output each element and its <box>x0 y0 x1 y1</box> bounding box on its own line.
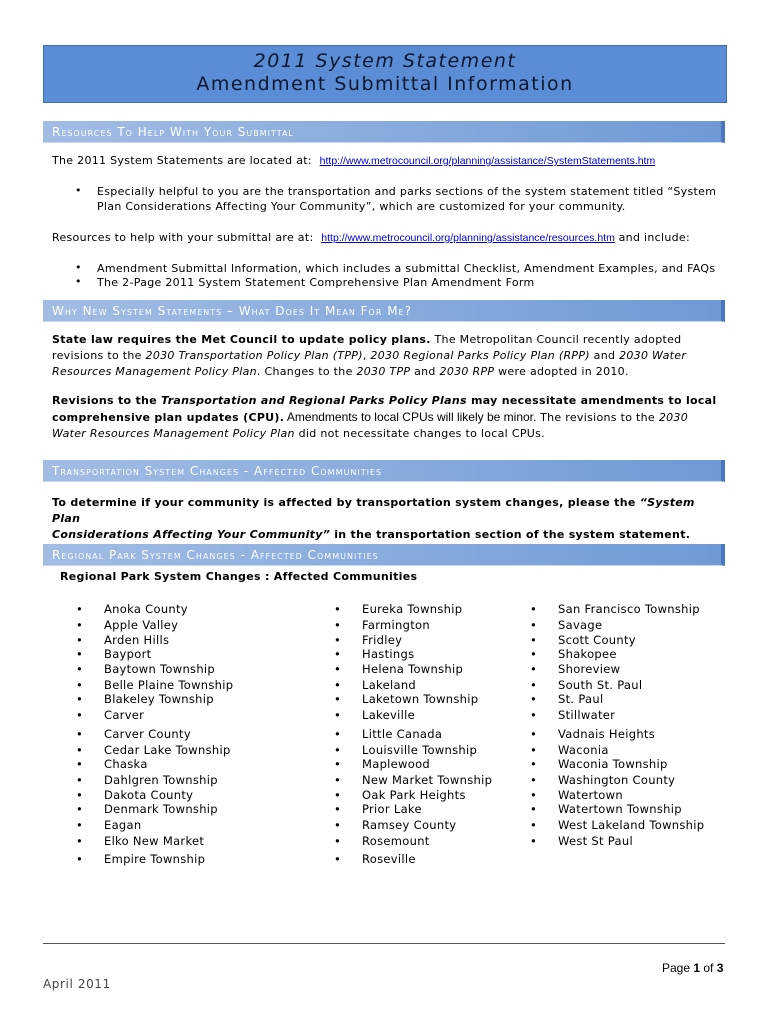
community-item <box>76 802 218 817</box>
community-name: Louisville Township <box>362 742 478 757</box>
bullet-dot: • <box>334 851 342 866</box>
community-name: San Francisco Township <box>558 602 700 616</box>
community-item <box>334 757 430 772</box>
bullet-two-page-form: The 2-Page 2011 System Statement Comprehensive Plan Amendment Form <box>97 276 535 289</box>
community-item <box>530 618 602 633</box>
bullet-dot: • <box>530 618 538 632</box>
paragraph-revisions <box>52 393 722 442</box>
community-name: Watertown <box>558 787 623 802</box>
bullet-dot: • <box>76 818 84 832</box>
p2-text: The revisions to the <box>536 411 659 424</box>
bullet-dot: • <box>76 773 84 787</box>
community-name: South St. Paul <box>558 677 643 692</box>
community-name: Carver <box>104 708 145 722</box>
p1-text: were adopted in 2010. <box>494 365 629 378</box>
bullet-dot: • <box>76 618 84 632</box>
community-item <box>530 802 682 817</box>
community-name: Carver County <box>104 726 191 741</box>
community-name: Waconia Township <box>558 757 668 771</box>
community-name: Baytown Township <box>104 661 216 676</box>
community-item <box>530 757 668 772</box>
community-item <box>334 818 456 833</box>
bullet-dot: • <box>530 661 538 676</box>
community-name: Prior Lake <box>362 802 422 816</box>
transport-text: To determine if your community is affected by transportation system changes, please the <box>52 496 640 509</box>
community-name: Apple Valley <box>104 618 179 632</box>
community-item <box>334 662 463 677</box>
community-item <box>530 602 700 617</box>
bullet-dot: • <box>76 602 84 616</box>
page-current: 1 <box>693 961 701 975</box>
community-name: Vadnais Heights <box>558 726 656 741</box>
regional-park-subheading: Regional Park System Changes : Affected Communities <box>60 570 418 583</box>
resources-link[interactable]: http://www.metrocouncil.org/planning/assistance/resources.htm <box>321 232 615 244</box>
paragraph-transportation <box>52 495 722 543</box>
bullet-dot: • <box>530 787 538 802</box>
community-name: Dakota County <box>104 787 194 802</box>
community-name: Roseville <box>362 851 416 866</box>
bullet-dot: • <box>530 692 538 706</box>
community-name: Laketown Township <box>362 692 479 706</box>
community-name: Denmark Township <box>104 802 218 816</box>
community-item <box>530 678 642 693</box>
bullet-dot: • <box>76 661 84 676</box>
community-item <box>530 727 655 742</box>
bullet-dot: • <box>76 851 84 866</box>
community-name: Fridley <box>362 632 403 647</box>
resources-suffix: and include: <box>618 231 690 244</box>
page-total: 3 <box>716 961 724 975</box>
community-name: Blakeley Township <box>104 692 214 706</box>
title-line-1: 2011 System Statement <box>253 50 517 72</box>
title-line-2: Amendment Submittal Information <box>196 73 574 95</box>
bullet-dot: • <box>530 802 538 816</box>
bullet-dot: • <box>75 261 82 274</box>
p1-text: and <box>410 365 440 378</box>
community-name: Empire Township <box>104 851 206 866</box>
p2-minor: Amendments to local CPUs will likely be minor. <box>284 410 537 424</box>
community-item <box>530 647 617 662</box>
bullet-dot: • <box>76 647 84 661</box>
community-item <box>334 602 462 617</box>
community-name: Chaska <box>104 757 148 771</box>
section-heading-transportation: Transportation System Changes - Affected Communities <box>43 460 725 482</box>
bullet-dot: • <box>334 677 342 692</box>
bullet-dot: • <box>334 757 342 771</box>
community-name: Stillwater <box>558 708 616 722</box>
community-name: Washington County <box>558 773 676 787</box>
community-item <box>334 852 416 867</box>
community-name: Eagan <box>104 818 142 832</box>
community-name: Arden Hills <box>104 632 170 647</box>
community-item <box>334 834 430 849</box>
community-item <box>530 818 704 833</box>
bullet-dot: • <box>334 661 342 676</box>
bullet-dot: • <box>334 708 342 722</box>
community-name: West St Paul <box>558 834 633 848</box>
rpp-short: 2030 RPP <box>439 365 495 378</box>
community-name: Waconia <box>558 742 609 757</box>
community-name: Bayport <box>104 647 152 661</box>
community-item <box>76 727 191 742</box>
bullet-dot: • <box>530 742 538 757</box>
community-name: Shakopee <box>558 647 617 661</box>
p1-text: The Metropolitan Council recently adopted <box>430 333 682 346</box>
bullet-dot: • <box>530 726 538 741</box>
p1-text: revisions to the <box>52 349 146 362</box>
community-item <box>334 773 492 788</box>
community-item <box>530 708 615 723</box>
community-name: Elko New Market <box>104 834 205 848</box>
community-item <box>76 818 141 833</box>
bullet-dot: • <box>530 647 538 661</box>
document-title-box <box>43 45 727 103</box>
community-name: Little Canada <box>362 726 443 741</box>
p2-text: did not necessitate changes to local CPUs. <box>294 427 545 440</box>
bullet-line: Especially helpful to you are the transportation and parks sections of the system statement titled “System <box>97 185 717 198</box>
community-name: Farmington <box>362 618 430 632</box>
community-item <box>334 708 415 723</box>
bullet-dot: • <box>334 834 342 848</box>
community-name: West Lakeland Township <box>558 818 705 832</box>
bullet-dot: • <box>75 275 82 288</box>
bullet-dot: • <box>334 632 342 647</box>
bullet-dot: • <box>530 757 538 771</box>
community-name: Dahlgren Township <box>104 773 218 787</box>
bullet-dot: • <box>530 708 538 722</box>
community-item <box>76 618 178 633</box>
community-item <box>530 662 620 677</box>
bullet-dot: • <box>530 818 538 832</box>
community-item <box>76 602 188 617</box>
community-item <box>76 743 231 758</box>
community-item <box>334 678 416 693</box>
community-name: Lakeville <box>362 708 415 722</box>
bullet-dot: • <box>334 618 342 632</box>
community-item <box>334 802 422 817</box>
community-name: Lakeland <box>362 677 417 692</box>
community-item <box>76 834 204 849</box>
community-item <box>334 618 430 633</box>
resources-line <box>52 230 690 246</box>
transport-quote: “System Plan <box>52 496 695 525</box>
bullet-dot: • <box>530 632 538 647</box>
located-line <box>52 153 655 169</box>
located-text: The 2011 System Statements are located at: <box>52 154 312 167</box>
bullet-dot: • <box>334 802 342 816</box>
community-item <box>76 773 218 788</box>
community-item <box>530 692 603 707</box>
p2-bold: comprehensive plan updates (CPU). <box>52 411 285 424</box>
community-item <box>76 647 151 662</box>
community-name: Oak Park Heights <box>362 787 466 802</box>
page-prefix: Page <box>662 961 694 975</box>
community-item <box>530 743 609 758</box>
bullet-dot: • <box>334 647 342 661</box>
bullet-dot: • <box>76 802 84 816</box>
paragraph-state-law <box>52 332 722 380</box>
community-item <box>76 662 215 677</box>
resources-text: Resources to help with your submittal are at: <box>52 231 314 244</box>
community-item <box>334 743 477 758</box>
bullet-dot: • <box>334 692 342 706</box>
bullet-line: Plan Considerations Affecting Your Community”, which are customized for your community. <box>97 200 626 213</box>
bullet-dot: • <box>76 742 84 757</box>
community-name: Eureka Township <box>362 602 463 616</box>
community-name: Helena Township <box>362 661 464 676</box>
community-item <box>530 633 636 648</box>
community-name: Shoreview <box>558 661 621 676</box>
transport-text: in the transportation section of the system statement. <box>330 528 691 541</box>
community-name: St. Paul <box>558 692 604 706</box>
community-item <box>334 647 414 662</box>
system-statements-link[interactable]: http://www.metrocouncil.org/planning/assistance/SystemStatements.htm <box>319 155 656 167</box>
p2-plans: Transportation and Regional Parks Policy Plans <box>161 394 467 407</box>
community-name: Hastings <box>362 647 415 661</box>
tpp-title: 2030 Transportation Policy Plan (TPP) <box>145 349 363 362</box>
community-item <box>76 708 144 723</box>
community-name: Maplewood <box>362 757 431 771</box>
community-name: Ramsey County <box>362 818 457 832</box>
bullet-dot: • <box>76 757 84 771</box>
community-item <box>530 773 675 788</box>
bullet-dot: • <box>530 834 538 848</box>
p1-text: . Changes to the <box>256 365 357 378</box>
tpp-short: 2030 TPP <box>356 365 411 378</box>
bullet-dot: • <box>76 834 84 848</box>
community-name: Belle Plaine Township <box>104 677 234 692</box>
community-item <box>76 757 148 772</box>
bullet-dot: • <box>334 818 342 832</box>
bullet-amendment-info: Amendment Submittal Information, which includes a submittal Checklist, Amendment Examples, and FAQs <box>97 262 716 275</box>
bullet-dot: • <box>530 677 538 692</box>
community-item <box>334 633 402 648</box>
p1-text: and <box>589 349 620 362</box>
community-item <box>334 727 442 742</box>
community-name: Anoka County <box>104 602 188 616</box>
community-name: Scott County <box>558 632 636 647</box>
community-item <box>530 834 633 849</box>
bullet-dot: • <box>75 184 82 197</box>
bullet-dot: • <box>76 787 84 802</box>
bullet-dot: • <box>76 632 84 647</box>
bullet-dot: • <box>530 602 538 616</box>
page-number <box>662 961 723 975</box>
bullet-especially-helpful <box>97 184 717 214</box>
bullet-dot: • <box>76 692 84 706</box>
page-of: of <box>700 961 717 975</box>
footer-divider <box>43 943 725 944</box>
community-name: Cedar Lake Township <box>104 742 231 757</box>
community-name: Savage <box>558 618 603 632</box>
community-item <box>334 788 466 803</box>
section-heading-regional-park: Regional Park System Changes - Affected Communities <box>43 544 725 566</box>
bullet-dot: • <box>334 787 342 802</box>
water-title: 2030 Water <box>619 349 687 362</box>
water-title-cont: Resources Management Policy Plan <box>52 365 257 378</box>
transport-quote: Considerations Affecting Your Community” <box>52 528 331 541</box>
bullet-dot: • <box>530 773 538 787</box>
community-item <box>530 788 623 803</box>
community-item <box>76 633 169 648</box>
bullet-dot: • <box>334 726 342 741</box>
bullet-dot: • <box>334 602 342 616</box>
community-name: Watertown Township <box>558 802 682 816</box>
section-heading-why: Why New System Statements – What Does It Mean For Me? <box>43 300 725 322</box>
community-item <box>76 692 214 707</box>
bullet-dot: • <box>76 677 84 692</box>
bullet-dot: • <box>76 726 84 741</box>
state-law-bold: State law requires the Met Council to update policy plans. <box>52 333 431 346</box>
p2-water-plan: Water Resources Management Policy Plan <box>52 427 295 440</box>
p2-bold: may necessitate amendments to local <box>466 394 717 407</box>
community-name: New Market Township <box>362 773 493 787</box>
community-item <box>76 678 233 693</box>
p2-bold: Revisions to the <box>52 394 162 407</box>
bullet-dot: • <box>334 773 342 787</box>
community-item <box>334 692 478 707</box>
community-item <box>76 852 205 867</box>
section-heading-resources: Resources To Help With Your Submittal <box>43 121 725 143</box>
p1-text: , <box>362 349 371 362</box>
bullet-dot: • <box>76 708 84 722</box>
footer-date: April 2011 <box>43 977 111 991</box>
rpp-title: 2030 Regional Parks Policy Plan (RPP) <box>370 349 590 362</box>
bullet-dot: • <box>334 742 342 757</box>
p2-2030: 2030 <box>658 411 689 424</box>
community-name: Rosemount <box>362 834 430 848</box>
community-item <box>76 788 193 803</box>
